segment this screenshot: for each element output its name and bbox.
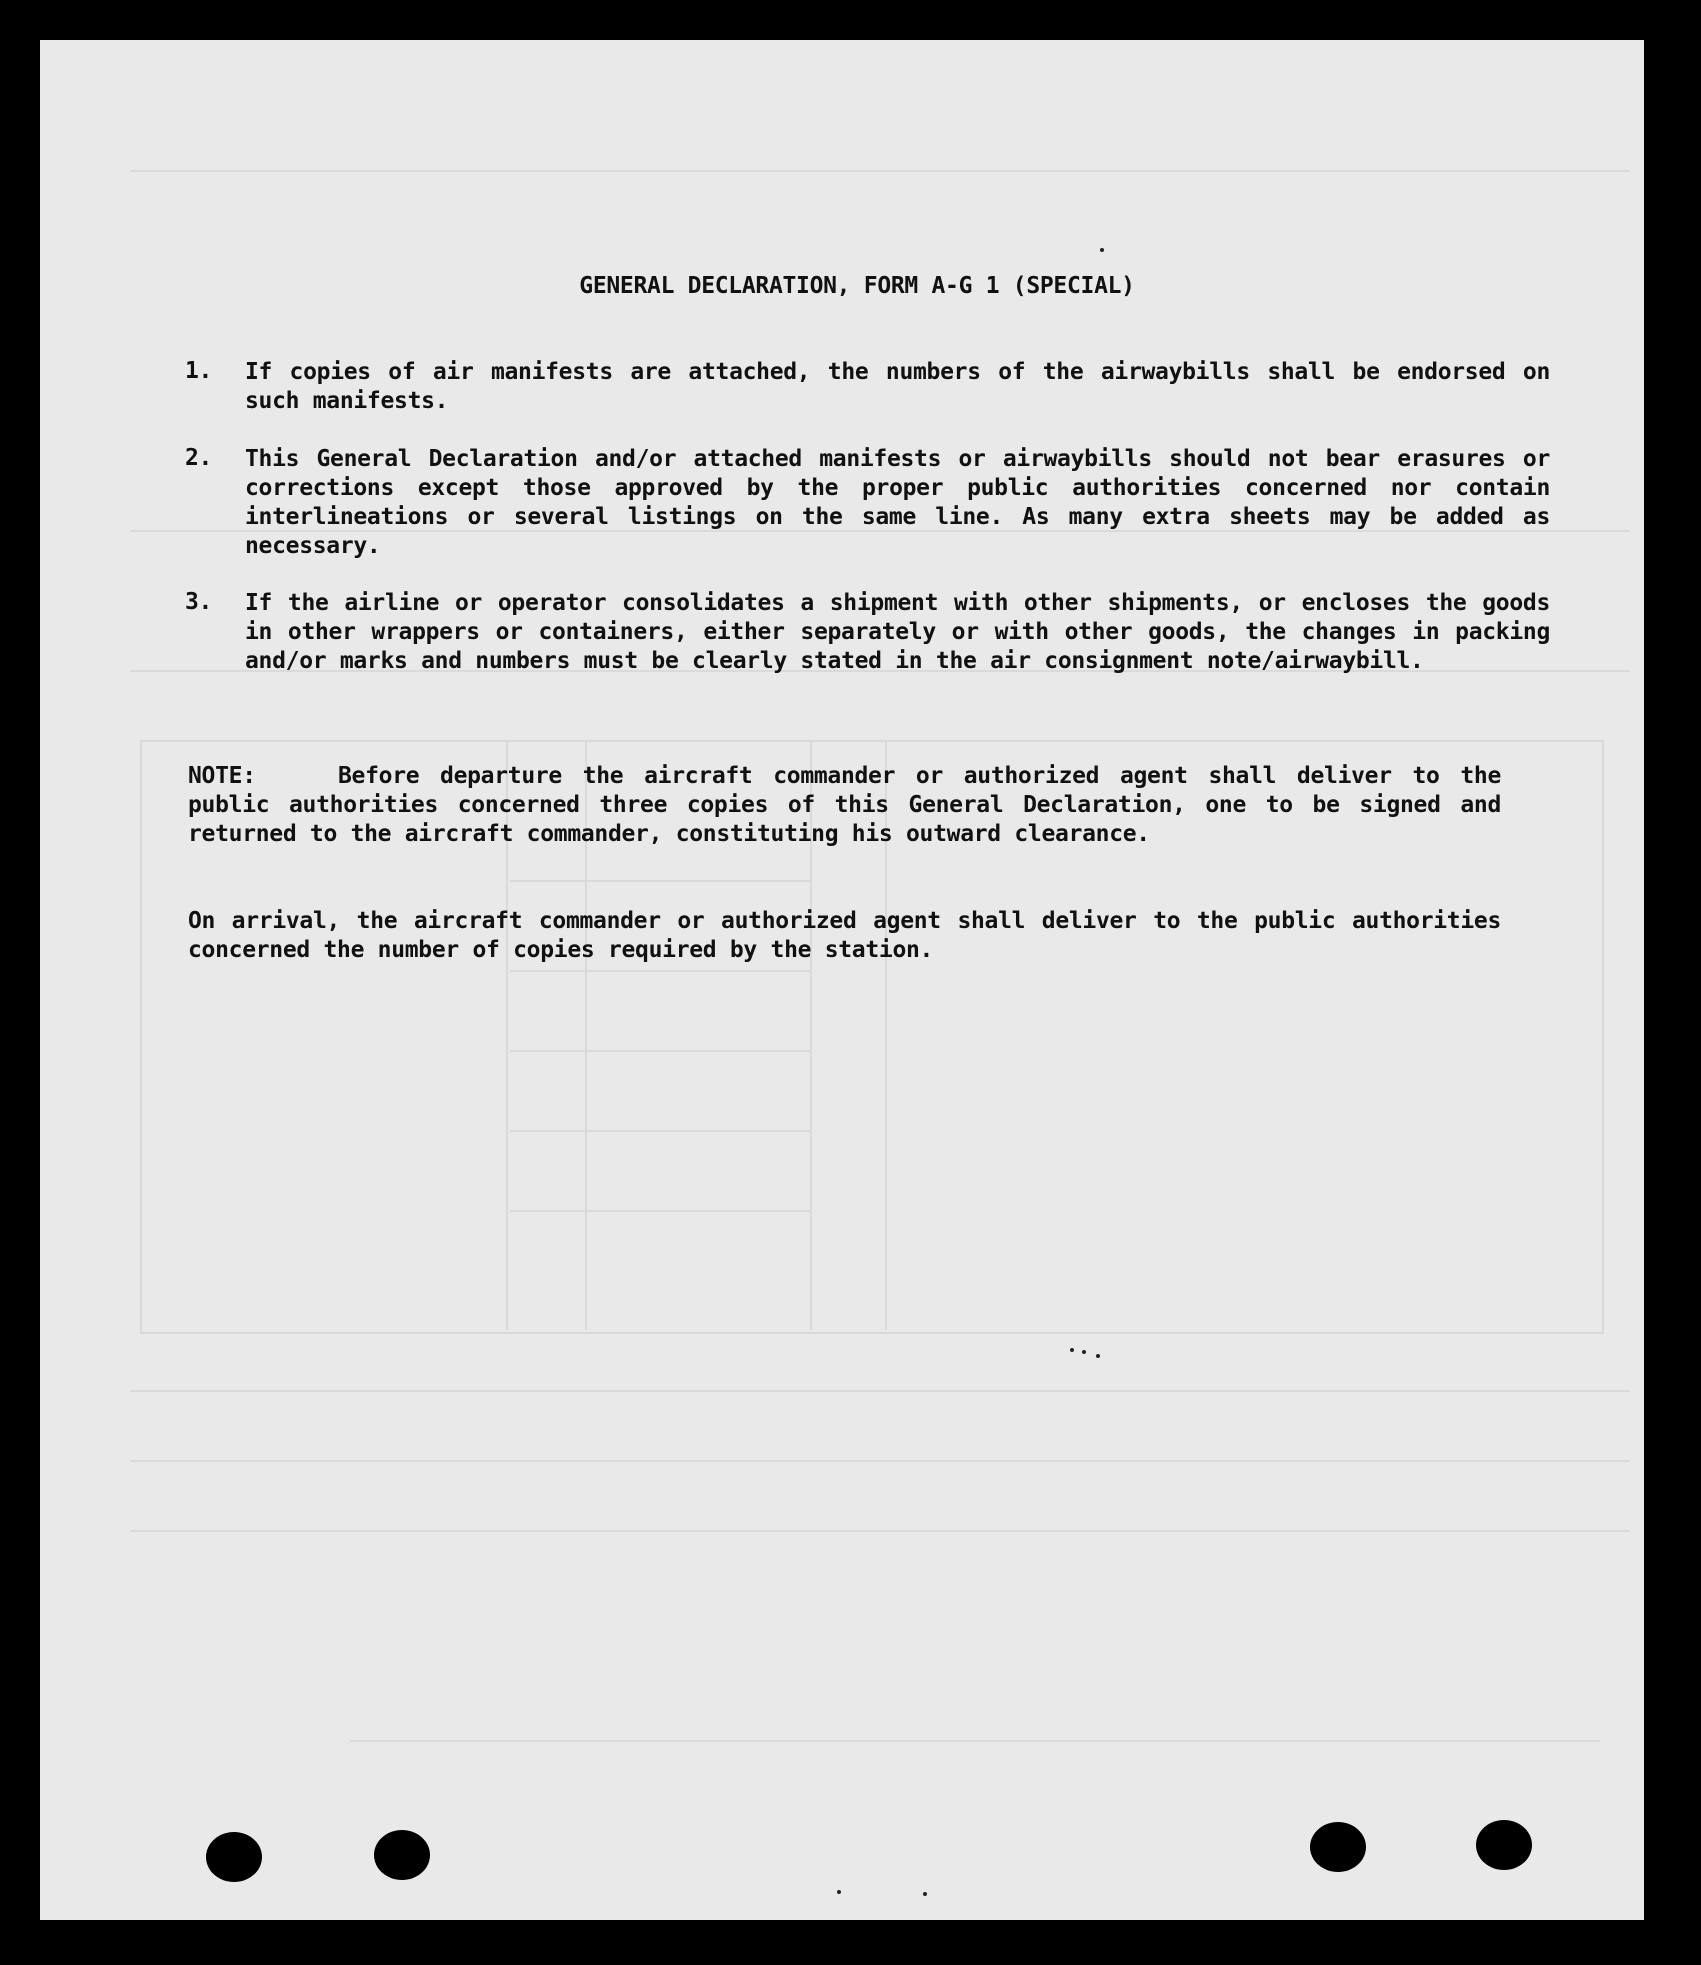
speck <box>1082 1350 1086 1354</box>
arrival-paragraph: On arrival, the aircraft commander or authorized agent shall deliver to the public authorities concerned the number of copies required by the station. <box>188 908 1501 963</box>
punch-hole <box>1310 1822 1366 1872</box>
note-label: NOTE: <box>188 763 256 789</box>
note-paragraph <box>188 762 1501 849</box>
speck <box>923 1892 927 1896</box>
document-title: GENERAL DECLARATION, FORM A-G 1 (SPECIAL) <box>579 273 1135 299</box>
speck <box>1096 1354 1100 1358</box>
speck <box>1070 1348 1074 1352</box>
instruction-item-1 <box>185 358 1550 416</box>
item-number: 1. <box>185 358 213 384</box>
item-number: 3. <box>185 589 213 615</box>
punch-hole <box>206 1832 262 1882</box>
item-text: This General Declaration and/or attached manifests or airwaybills should not bear erasures or corrections except those approved by the proper public authorities concerned nor contain interlineations or several listings on the same line. As many extra sheets may be added as necessary. <box>245 446 1550 559</box>
speck <box>1100 248 1104 252</box>
speck <box>837 1890 841 1894</box>
document-page <box>40 40 1644 1920</box>
item-text: If the airline or operator consolidates a shipment with other shipments, or encloses the goods in other wrappers or containers, either separately or with other goods, the changes in packing and/or marks and numbers must be clearly stated in the air consignment note/airwaybill. <box>245 590 1550 674</box>
document-content <box>40 40 1644 1920</box>
punch-hole <box>1476 1820 1532 1870</box>
item-number: 2. <box>185 445 213 471</box>
punch-hole <box>374 1830 430 1880</box>
item-text: If copies of air manifests are attached, the numbers of the airwaybills shall be endorsed on such manifests. <box>245 359 1550 414</box>
instruction-item-2 <box>185 445 1550 561</box>
instruction-item-3 <box>185 589 1550 676</box>
note-text: Before departure the aircraft commander or authorized agent shall deliver to the public authorities concerned three copies of this General Declaration, one to be signed and returned to the aircraft commander, constituting his outward clearance. <box>188 763 1501 847</box>
